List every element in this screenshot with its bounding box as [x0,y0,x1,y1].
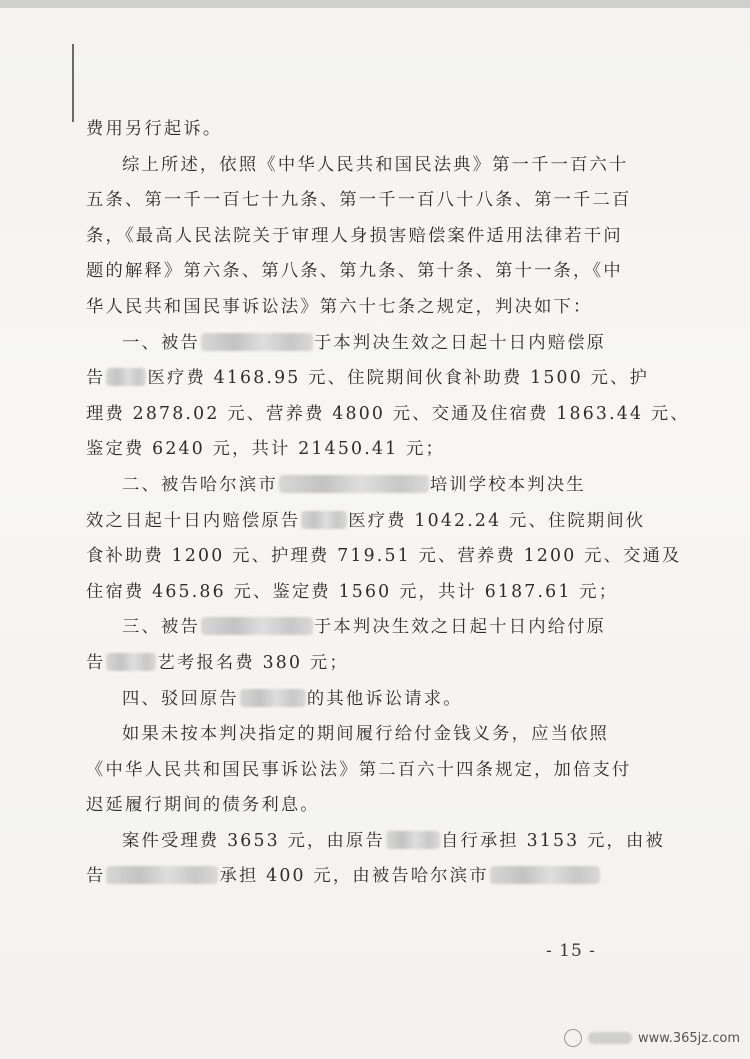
text-line: 三、被告 于本判决生效之日起十日内给付原 [122,617,607,638]
redacted-name [106,368,146,386]
redacted-name [240,689,306,707]
text-line: 题的解释》第六条、第八条、第九条、第十条、第十一条，《中 [86,261,623,282]
redacted-name [279,475,429,493]
text-line: 费用另行起诉。 [86,119,223,139]
text-line: 效之日起十日内赔偿原告 医疗费 1042.24 元、住院期间伙 [86,510,646,531]
text-line: 告 艺考报名费 380 元； [86,652,349,673]
redacted-name [106,866,218,884]
text-line: 理费 2878.02 元、营养费 4800 元、交通及住宿费 1863.44 元、 [86,403,690,424]
text-line: 四、驳回原告 的其他诉讼请求。 [122,688,463,709]
text-line: 迟延履行期间的债务利息。 [86,795,320,816]
scan-top-edge [0,0,750,8]
site-watermark [564,1029,740,1047]
text-line: 《中华人民共和国民事诉讼法》第二百六十四条规定，加倍支付 [86,759,632,780]
page-number: - 15 - [546,941,596,961]
text-line: 住宿费 465.86 元、鉴定费 1560 元，共计 6187.61 元； [86,581,619,602]
redacted-name [201,617,313,635]
redacted-name [490,866,600,884]
watermark-blur [588,1032,632,1044]
text-line: 告 医疗费 4168.95 元、住院期间伙食补助费 1500 元、护 [86,368,650,389]
text-line: 条，《最高人民法院关于审理人身损害赔偿案件适用法律若干问 [86,225,623,246]
redacted-name [301,511,347,529]
redacted-name [201,333,313,351]
margin-rule [72,44,74,122]
text-line: 一、被告 于本判决生效之日起十日内赔偿原 [122,332,607,353]
text-line: 鉴定费 6240 元，共计 21450.41 元； [86,439,445,460]
redacted-name [386,831,440,849]
text-line: 案件受理费 3653 元，由原告 自行承担 3153 元，由被 [122,830,666,851]
text-line: 食补助费 1200 元、护理费 719.51 元、营养费 1200 元、交通及 [86,546,682,567]
redacted-name [106,653,156,671]
text-line: 如果未按本判决指定的期间履行给付金钱义务，应当依照 [122,724,610,745]
watermark-text: www.365jz.com [638,1030,740,1046]
judgment-text [86,112,690,895]
text-line: 二、被告哈尔滨市 培训学校本判决生 [122,474,586,495]
text-line: 五条、第一千一百七十九条、第一千一百八十八条、第一千二百 [86,190,632,211]
watermark-logo-icon [564,1029,582,1047]
text-line: 告 承担 400 元，由被告哈尔滨市 [86,859,616,895]
text-line: 华人民共和国民事诉讼法》第六十七条之规定，判决如下： [86,296,593,317]
text-line: 综上所述，依照《中华人民共和国民法典》第一千一百六十 [122,154,629,175]
